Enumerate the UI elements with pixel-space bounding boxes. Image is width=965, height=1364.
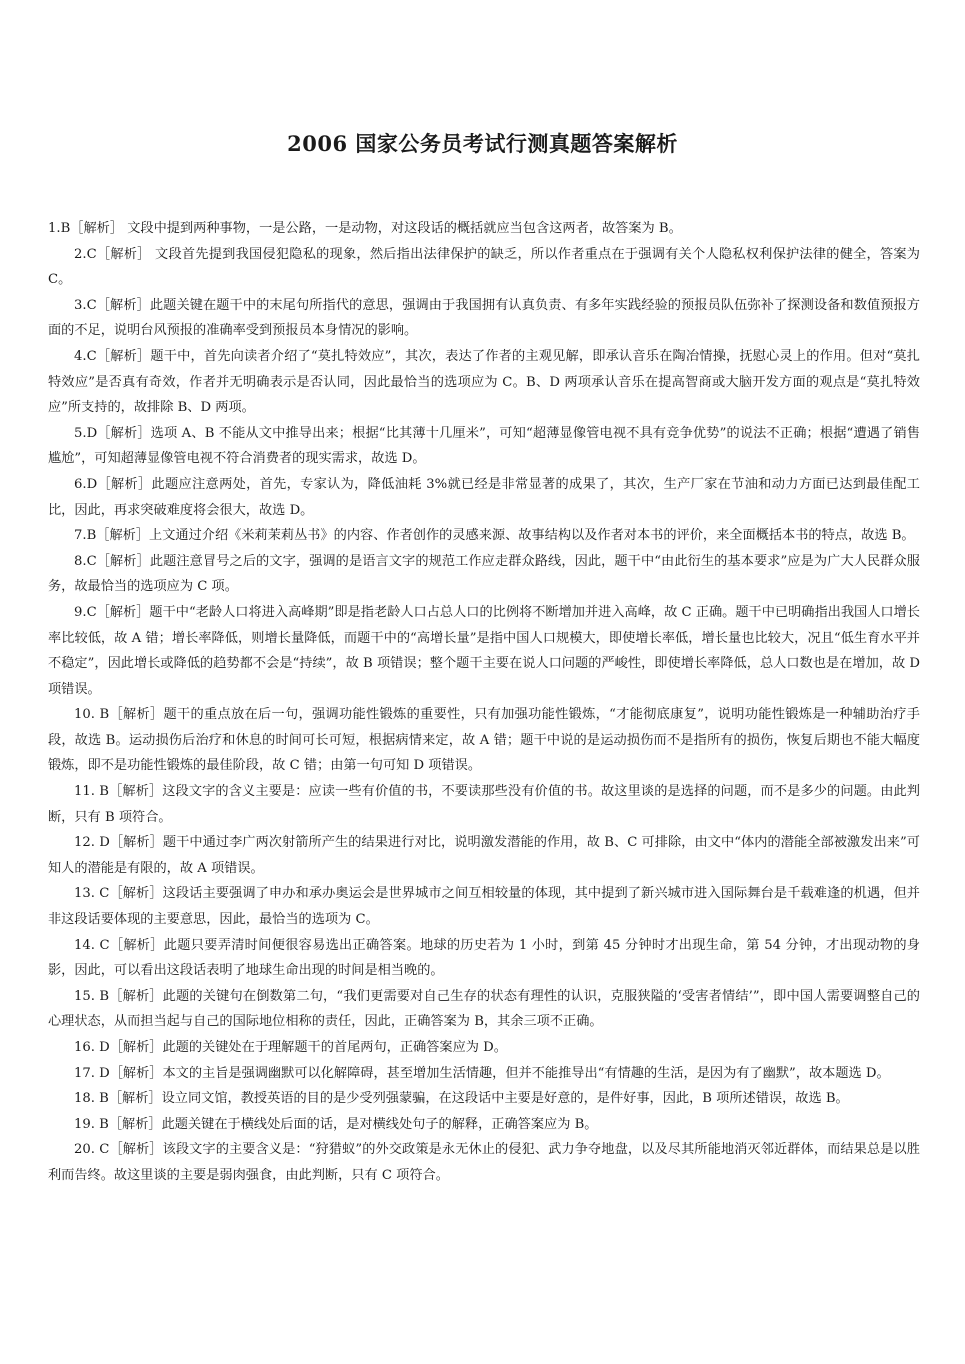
answer-item-12: 12. D［解析］题干中通过李广两次射箭所产生的结果进行对比，说明激发潜能的作用，故 B、C 可排除，由文中“体内的潜能全部被激发出来”可知人的潜能是有限的，故 A 项错误。 bbox=[48, 835, 920, 876]
answer-item-20: 20. C［解析］该段文字的主要含义是：“狩猎蚁”的外交政策是永无休止的侵犯、武力争夺地盘，以及尽其所能地消灭邻近群体，而结果总是以胜利而告终。故这里谈的主要是弱肉强食，由此判断，只有 C 项符合。 bbox=[48, 1142, 920, 1183]
answer-item-19: 19. B［解析］此题关键在于横线处后面的话，是对横线处句子的解释，正确答案应为 B。 bbox=[74, 1116, 598, 1132]
answer-item-3: 3.C［解析］此题关键在题干中的末尾句所指代的意思，强调由于我国拥有认真负责、有多年实践经验的预报员队伍弥补了探测设备和数值预报方面的不足，说明台风预报的准确率受到预报员本身情况的影响。 bbox=[48, 297, 920, 339]
answer-item-14: 14. C［解析］此题只要弄清时间便很容易选出正确答案。地球的历史若为 1 小时，到第 45 分钟时才出现生命，第 54 分钟，才出现动物的身影，因此，可以看出这段话表明了地球生命出现的时间是相当晚的。 bbox=[48, 937, 920, 979]
answer-item-8: 8.C［解析］此题注意冒号之后的文字，强调的是语言文字的规范工作应走群众路线，因此，题干中“由此衍生的基本要求”应是为广大人民群众服务，故最恰当的选项应为 C 项。 bbox=[48, 553, 920, 595]
answer-item-10: 10. B［解析］题干的重点放在后一句，强调功能性锻炼的重要性，只有加强功能性锻炼，“才能彻底康复”，说明功能性锻炼是一种辅助治疗手段，故选 B。运动损伤后治疗和休息的时间可长可短，根据病情来定，故 A 错；题干中说的是运动损伤而不是指所有的损伤，恢复后期也不能大幅度锻炼，即不是功能性锻炼的最佳阶段，故 C 错；由第一句可知 D 项错误。 bbox=[48, 707, 920, 774]
answer-item-17: 17. D［解析］本文的主旨是强调幽默可以化解障碍，甚至增加生活情趣，但并不能推导出“有情趣的生活，是因为有了幽默”，故本题选 D。 bbox=[74, 1065, 890, 1081]
answer-item-7: 7.B［解析］上文通过介绍《米莉茉莉丛书》的内容、作者创作的灵感来源、故事结构以及作者对本书的评价，来全面概括本书的特点，故选 B。 bbox=[74, 528, 915, 544]
answer-item-6: 6.D［解析］此题应注意两处，首先，专家认为，降低油耗 3%就已经是非常显著的成果了，其次，生产厂家在节油和动力方面已达到最佳配工比，因此，再求突破难度将会很大，故选 D。 bbox=[48, 476, 920, 518]
answer-item-9: 9.C［解析］题干中“老龄人口将进入高峰期”即是指老龄人口占总人口的比例将不断增加并进入高峰，故 C 正确。题干中已明确指出我国人口增长率比较低，故 A 错；增长率降低，则增长量降低，而题干中的“高增长量”是指中国人口规模大，即使增长率低，增长量也比较大，况且“低生育水平并不稳定”，因此增长或降低的趋势都不会是“持续”，故 B 项错误；整个题干主要在说人口问题的严峻性，即使增长率降低，总人口数也是在增加，故 D 项错误。 bbox=[48, 604, 920, 697]
answer-item-16: 16. D［解析］此题的关键处在于理解题干的首尾两句，正确答案应为 D。 bbox=[74, 1040, 507, 1055]
answer-item-13: 13. C［解析］这段话主要强调了申办和承办奥运会是世界城市之间互相较量的体现，其中提到了新兴城市进入国际舞台是千载难逢的机遇，但并非这段话要体现的主要意思，因此，最恰当的选项为 C。 bbox=[48, 886, 920, 928]
answer-item-1: 1.B［解析］ 文段中提到两种事物，一是公路，一是动物，对这段话的概括就应当包含这两者，故答案为 B。 bbox=[48, 221, 682, 236]
answer-item-5: 5.D［解析］选项 A、B 不能从文中推导出来；根据“比其薄十几厘米”，可知“超薄显像管电视不具有竞争优势”的说法不正确；根据“遭遇了销售尴尬”，可知超薄显像管电视不符合消费者的现实需求，故选 D。 bbox=[48, 425, 920, 467]
answer-item-15: 15. B［解析］此题的关键句在倒数第二句，“我们更需要对自己生存的状态有理性的认识，克服狭隘的‘受害者情结’”，即中国人需要调整自己的心理状态，从而担当起与自己的国际地位相称的责任，因此，正确答案为 B，其余三项不正确。 bbox=[48, 988, 920, 1030]
answer-list bbox=[48, 216, 920, 1189]
page-title: 2006 国家公务员考试行测真题答案解析 bbox=[287, 131, 678, 156]
answer-item-2: 2.C［解析］ 文段首先提到我国侵犯隐私的现象，然后指出法律保护的缺乏，所以作者重点在于强调有关个人隐私权利保护法律的健全，答案为 C。 bbox=[48, 246, 920, 288]
answer-item-18: 18. B［解析］设立同文馆，教授英语的目的是少受列强蒙骗，在这段话中主要是好意的，是件好事，因此，B 项所述错误，故选 B。 bbox=[74, 1091, 849, 1107]
answer-item-11: 11. B［解析］这段文字的含义主要是：应读一些有价值的书，不要读那些没有价值的书。故这里谈的是选择的问题，而不是多少的问题。由此判断，只有 B 项符合。 bbox=[48, 784, 920, 825]
answer-item-4: 4.C［解析］题干中，首先向读者介绍了“莫扎特效应”，其次，表达了作者的主观见解，即承认音乐在陶冶情操，抚慰心灵上的作用。但对“莫扎特效应”是否真有奇效，作者并无明确表示是否认同，因此最恰当的选项应为 C。B、D 两项承认音乐在提高智商或大脑开发方面的观点是“莫扎特效应”所支持的，故排除 B、D 两项。 bbox=[48, 348, 920, 416]
